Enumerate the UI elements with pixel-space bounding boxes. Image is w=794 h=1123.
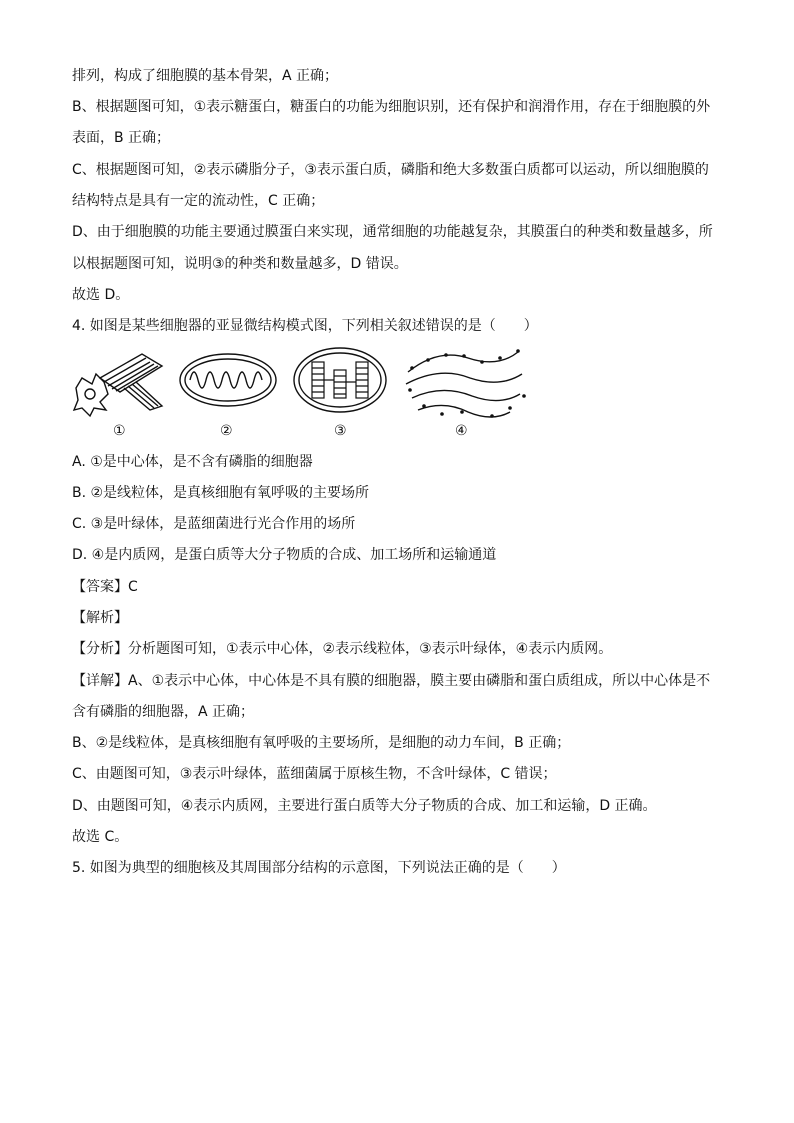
text-line: 排列，构成了细胞膜的基本骨架，A 正确； bbox=[72, 68, 339, 84]
text-line: 结构特点是具有一定的流动性，C 正确； bbox=[72, 193, 325, 209]
option-b: B. ②是线粒体，是真核细胞有氧呼吸的主要场所 bbox=[72, 485, 370, 501]
chloroplast-drawing bbox=[294, 348, 386, 412]
text-line: 表面，B 正确； bbox=[72, 130, 171, 146]
option-d: D. ④是内质网，是蛋白质等大分子物质的合成、加工场所和运输通道 bbox=[72, 547, 497, 563]
mitochondrion-drawing bbox=[180, 354, 276, 406]
text-line: 以根据题图可知，说明③的种类和数量越多，D 错误。 bbox=[72, 256, 408, 272]
centriole-drawing bbox=[74, 354, 162, 416]
detail-line: 含有磷脂的细胞器，A 正确； bbox=[72, 704, 255, 720]
option-c: C. ③是叶绿体，是蓝细菌进行光合作用的场所 bbox=[72, 516, 356, 532]
text-line: C、根据题图可知，②表示磷脂分子，③表示蛋白质，磷脂和绝大多数蛋白质都可以运动，所以细胞膜的 bbox=[72, 162, 709, 178]
answer-label: 【答案】C bbox=[72, 579, 138, 595]
detail-line: 【详解】A、①表示中心体，中心体是不具有膜的细胞器，膜主要由磷脂和蛋白质组成，所以中心体是不 bbox=[72, 673, 711, 689]
detail-line: B、②是线粒体，是真核细胞有氧呼吸的主要场所，是细胞的动力车间，B 正确； bbox=[72, 735, 571, 751]
analysis-line: 【分析】分析题图可知，①表示中心体，②表示线粒体，③表示叶绿体，④表示内质网。 bbox=[72, 641, 613, 657]
figure-label: ④ bbox=[455, 423, 468, 439]
answer-choice-line: 故选 C。 bbox=[72, 829, 129, 845]
answer-choice-line: 故选 D。 bbox=[72, 287, 130, 303]
endoplasmic-reticulum-drawing bbox=[406, 349, 526, 418]
detail-line: C、由题图可知，③表示叶绿体，蓝细菌属于原核生物，不含叶绿体，C 错误； bbox=[72, 766, 557, 782]
question-4-stem: 4. 如图是某些细胞器的亚显微结构模式图，下列相关叙述错误的是（ ） bbox=[72, 318, 538, 334]
option-a: A. ①是中心体，是不含有磷脂的细胞器 bbox=[72, 454, 313, 470]
analysis-heading: 【解析】 bbox=[72, 610, 128, 626]
text-line: B、根据题图可知，①表示糖蛋白，糖蛋白的功能为细胞识别，还有保护和润滑作用，存在于细胞膜的外 bbox=[72, 99, 711, 115]
detail-line: D、由题图可知，④表示内质网，主要进行蛋白质等大分子物质的合成、加工和运输，D 正确。 bbox=[72, 798, 657, 814]
question-5-stem: 5. 如图为典型的细胞核及其周围部分结构的示意图，下列说法正确的是（ ） bbox=[72, 860, 566, 876]
figure-label: ② bbox=[220, 423, 233, 439]
figure-label: ① bbox=[113, 423, 126, 439]
text-line: D、由于细胞膜的功能主要通过膜蛋白来实现，通常细胞的功能越复杂，其膜蛋白的种类和数量越多，所 bbox=[72, 224, 713, 240]
figure-label: ③ bbox=[334, 423, 347, 439]
